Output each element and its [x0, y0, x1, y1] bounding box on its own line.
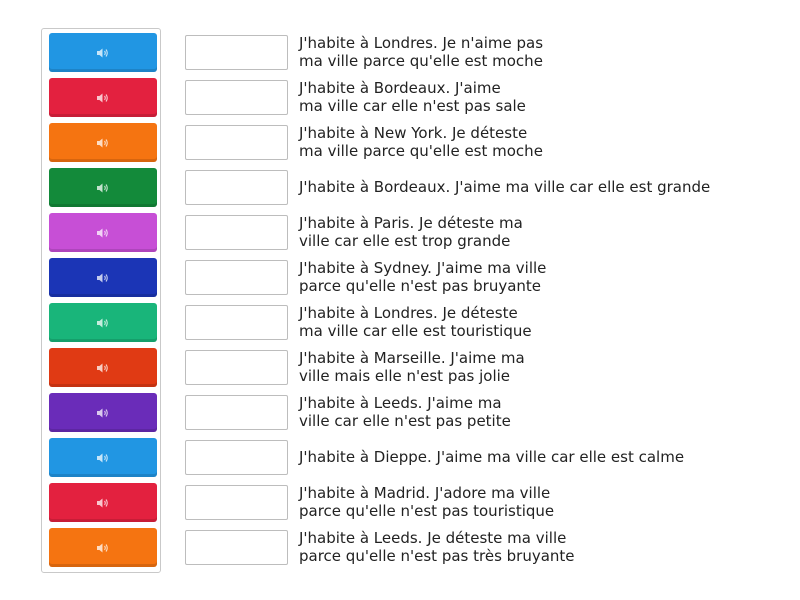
- answer-drop-box-2[interactable]: [185, 80, 288, 115]
- audio-tile-10[interactable]: [49, 438, 157, 477]
- audio-tile-12[interactable]: [49, 528, 157, 567]
- speaker-icon: [97, 93, 109, 103]
- audio-tile-3[interactable]: [49, 123, 157, 162]
- audio-tiles-panel: [41, 28, 161, 573]
- audio-tile-6[interactable]: [49, 258, 157, 297]
- answer-drop-box-11[interactable]: [185, 485, 288, 520]
- answer-drop-box-7[interactable]: [185, 305, 288, 340]
- answer-drop-box-3[interactable]: [185, 125, 288, 160]
- audio-tile-11[interactable]: [49, 483, 157, 522]
- sentence-label-4: J'habite à Bordeaux. J'aime ma ville car elle est grande: [299, 178, 711, 196]
- sentence-label-7: J'habite à Londres. Je déteste ma ville car elle est touristique: [299, 304, 532, 340]
- speaker-icon: [97, 318, 109, 328]
- answer-drop-box-6[interactable]: [185, 260, 288, 295]
- answer-drop-box-9[interactable]: [185, 395, 288, 430]
- answer-drop-box-4[interactable]: [185, 170, 288, 205]
- audio-tile-8[interactable]: [49, 348, 157, 387]
- audio-tile-1[interactable]: [49, 33, 157, 72]
- sentence-label-2: J'habite à Bordeaux. J'aime ma ville car elle n'est pas sale: [299, 79, 526, 115]
- speaker-icon: [97, 363, 109, 373]
- audio-tile-5[interactable]: [49, 213, 157, 252]
- answer-drop-box-10[interactable]: [185, 440, 288, 475]
- sentence-label-8: J'habite à Marseille. J'aime ma ville mais elle n'est pas jolie: [299, 349, 525, 385]
- sentence-label-5: J'habite à Paris. Je déteste ma ville car elle est trop grande: [299, 214, 523, 250]
- speaker-icon: [97, 498, 109, 508]
- sentence-label-6: J'habite à Sydney. J'aime ma ville parce qu'elle n'est pas bruyante: [299, 259, 547, 295]
- speaker-icon: [97, 273, 109, 283]
- answer-drop-box-1[interactable]: [185, 35, 288, 70]
- sentence-label-11: J'habite à Madrid. J'adore ma ville parce qu'elle n'est pas touristique: [299, 484, 555, 520]
- sentence-label-1: J'habite à Londres. Je n'aime pas ma ville parce qu'elle est moche: [299, 34, 544, 70]
- audio-tile-9[interactable]: [49, 393, 157, 432]
- audio-tile-7[interactable]: [49, 303, 157, 342]
- speaker-icon: [97, 138, 109, 148]
- speaker-icon: [97, 48, 109, 58]
- speaker-icon: [97, 228, 109, 238]
- speaker-icon: [97, 408, 109, 418]
- answer-drop-box-5[interactable]: [185, 215, 288, 250]
- audio-tile-2[interactable]: [49, 78, 157, 117]
- audio-tile-4[interactable]: [49, 168, 157, 207]
- speaker-icon: [97, 453, 109, 463]
- speaker-icon: [97, 543, 109, 553]
- answer-drop-box-8[interactable]: [185, 350, 288, 385]
- speaker-icon: [97, 183, 109, 193]
- answer-drop-box-12[interactable]: [185, 530, 288, 565]
- sentence-label-12: J'habite à Leeds. Je déteste ma ville parce qu'elle n'est pas très bruyante: [299, 529, 575, 565]
- sentence-label-3: J'habite à New York. Je déteste ma ville parce qu'elle est moche: [299, 124, 543, 160]
- sentence-label-9: J'habite à Leeds. J'aime ma ville car elle n'est pas petite: [299, 394, 511, 430]
- sentence-label-10: J'habite à Dieppe. J'aime ma ville car elle est calme: [299, 448, 685, 466]
